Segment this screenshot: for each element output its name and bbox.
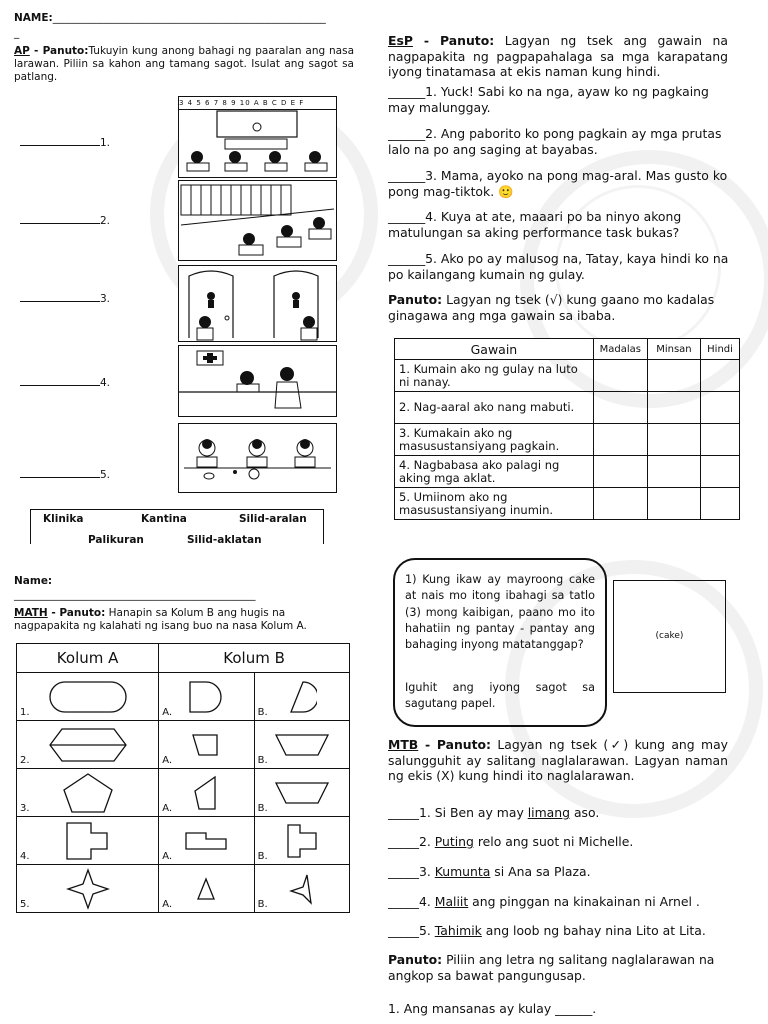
table-row [17, 817, 350, 865]
gawain-cell: 5. Umiinom ako ng masusustansiyang inumin. [395, 488, 594, 520]
check-cell[interactable] [701, 424, 740, 456]
mtb-instruction2-text: Piliin ang letra ng salitang naglalarawan na angkop sa bawat pangungusap. [388, 952, 715, 983]
choice-kantina: Kantina [141, 513, 187, 525]
stadium-shape [48, 680, 128, 714]
item-number: 1. [100, 137, 111, 149]
answer-blank[interactable]: _____ [388, 864, 419, 879]
esp-item-text: 4. Kuya at ate, maaari po ba ninyo akong matulungan sa aking performance task bukas? [388, 209, 682, 240]
ap-panuto-label: Panuto: [42, 45, 89, 57]
mtb-item-2 [388, 834, 633, 850]
table-header-row [17, 644, 350, 673]
name-line-end: _ [14, 27, 20, 39]
math-instructions [14, 607, 344, 633]
mtb-item-6: 1. Ang mansanas ay kulay ______. [388, 1001, 597, 1016]
table-row [395, 392, 740, 424]
esp-item-text: 2. Ang paborito ko pong pagkain ay mga prutas lalo na po ang saging at bayabas. [388, 126, 722, 157]
table-row [17, 721, 350, 769]
header-kolum-b: Kolum B [159, 644, 350, 673]
item-number: 2. [418, 834, 435, 849]
name-line[interactable]: ____________________________________________________ [52, 12, 326, 24]
mtb-item-4 [388, 894, 700, 910]
esp-instructions-2 [388, 292, 733, 323]
library-drawing [179, 181, 336, 260]
ap-subject: AP [14, 45, 30, 57]
option-label: A. [162, 899, 173, 910]
gawain-cell: 2. Nag-aaral ako nang mabuti. [395, 392, 594, 424]
trapezoid-shape [274, 781, 330, 805]
option-label: B. [257, 851, 268, 862]
answer-blank[interactable]: _____ [388, 894, 419, 909]
item-number: 3. [100, 293, 111, 305]
check-cell[interactable] [593, 456, 647, 488]
ap-answer-4[interactable] [20, 377, 110, 390]
mtb-item-5 [388, 923, 706, 939]
math-name-line[interactable]: ______________________________________________ [14, 589, 256, 601]
option-label: B. [257, 755, 268, 766]
item-text: aso. [570, 805, 600, 820]
mtb-panuto2-label: Panuto: [388, 952, 443, 967]
gawain-cell: 1. Kumain ako ng gulay na luto ni nanay. [395, 360, 594, 392]
ap-answer-5[interactable] [20, 469, 110, 482]
clinic-picture [178, 345, 337, 417]
math-instruction-text: Hanapin sa Kolum B ang hugis na nagpapakita ng kalahati ng isang buo na nasa Kolum A. [14, 607, 307, 632]
table-row [17, 769, 350, 817]
alphabet-strip: 3 4 5 6 7 8 9 10 A B C D E F [179, 97, 336, 110]
math-subject: MATH [14, 607, 48, 619]
kolum-a-cell [17, 673, 159, 721]
star-shape [66, 868, 110, 910]
classroom-picture [178, 96, 337, 178]
option-b-cell[interactable] [254, 865, 349, 913]
underlined-word: Kumunta [434, 864, 491, 879]
curved-shape [287, 680, 317, 714]
triangle-shape [196, 877, 216, 901]
check-cell[interactable] [701, 488, 740, 520]
item-text: ang loob ng bahay nina Lito at Lita. [481, 923, 706, 938]
option-label: A. [162, 755, 173, 766]
kolum-a-cell [17, 721, 159, 769]
choice-palikuran: Palikuran [88, 534, 144, 546]
table-row [395, 360, 740, 392]
check-cell[interactable] [647, 456, 700, 488]
choice-silid-aklatan: Silid-aklatan [187, 534, 262, 546]
esp-item-4 [388, 209, 733, 240]
option-a-cell[interactable] [159, 817, 254, 865]
header-madalas: Madalas [593, 339, 647, 360]
esp-instructions [388, 33, 728, 80]
answer-blank[interactable]: _____ [388, 923, 419, 938]
mtb-instructions-2 [388, 952, 733, 983]
table-row [395, 424, 740, 456]
underlined-word: Tahimik [434, 923, 482, 938]
canteen-picture [178, 423, 337, 493]
cake-question-text: 1) Kung ikaw ay mayroong cake at nais mo itong ibahagi sa tatlo (3) mong kaibigan, paano mo ito hahatiin ng pantay - pantay ang bahaging inyong matatanggap? [405, 573, 595, 652]
answer-blank[interactable]: ______ [388, 168, 426, 183]
row-number: 5. [20, 899, 30, 910]
hexagon-shape [48, 727, 128, 763]
ap-name-row [14, 12, 326, 25]
ap-dash: - [29, 45, 43, 57]
row-number: 4. [20, 851, 30, 862]
cake-box-label: (cake) [655, 631, 684, 641]
choice-klinika: Klinika [43, 513, 84, 525]
item-text: si Ana sa Plaza. [490, 864, 591, 879]
answer-blank[interactable]: ______ [388, 126, 426, 141]
option-a-cell[interactable] [159, 769, 254, 817]
trapezoid-shape [274, 733, 330, 757]
math-dash: - [47, 607, 60, 619]
check-cell[interactable] [647, 392, 700, 424]
check-cell[interactable] [701, 456, 740, 488]
ap-answer-1[interactable] [20, 137, 110, 150]
table-row [17, 865, 350, 913]
item-number: 3. [418, 864, 435, 879]
kolum-a-cell [17, 817, 159, 865]
half-cross-shape [286, 823, 318, 859]
table-header-row [395, 339, 740, 360]
restroom-picture [178, 265, 337, 342]
check-cell[interactable] [647, 360, 700, 392]
check-cell[interactable] [593, 488, 647, 520]
library-picture [178, 180, 337, 261]
esp-instruction-text: Lagyan ng tsek ang gawain na nagpapakita ng pagpapahalaga sa mga karapatang iyong tinatamasa at ekis naman kung hindi. [388, 33, 728, 79]
item-number: 4. [100, 377, 111, 389]
math-panuto-label: Panuto: [59, 607, 106, 619]
cake-question-box [393, 558, 607, 727]
underlined-word: Maliit [434, 894, 469, 909]
answer-blank[interactable]: _____ [388, 834, 419, 849]
kolum-a-cell [17, 769, 159, 817]
half-cross-shape [184, 831, 228, 851]
gawain-cell: 3. Kumakain ako ng masusustansiyang pagkain. [395, 424, 594, 456]
option-a-cell[interactable] [159, 673, 254, 721]
underlined-word: limang [527, 805, 570, 820]
math-name-label: Name: [14, 575, 53, 587]
option-label: B. [257, 803, 268, 814]
item-number: 2. [100, 215, 111, 227]
check-cell[interactable] [701, 392, 740, 424]
table-row [17, 673, 350, 721]
esp-item-1 [388, 84, 733, 115]
esp-instruction2-text: Lagyan ng tsek (√) kung gaano mo kadalas ginagawa ang mga gawain sa ibaba. [388, 292, 715, 323]
cake-box [613, 580, 726, 693]
answer-blank[interactable]: ______ [388, 251, 426, 266]
esp-panuto-label: Panuto: [440, 33, 495, 48]
table-row [395, 488, 740, 520]
esp-dash: - [412, 33, 441, 48]
ap-answer-3[interactable] [20, 293, 110, 306]
mtb-subject: MTB [388, 737, 419, 752]
row-number: 2. [20, 755, 30, 766]
header-minsan: Minsan [647, 339, 700, 360]
check-cell[interactable] [593, 392, 647, 424]
mtb-instruction-text: Lagyan ng tsek (✓) kung ang may salungguhit ay salitang naglalarawan. Lagyan naman ng ekis (X) kung hindi ito naglalarawan. [388, 737, 728, 783]
row-number: 1. [20, 707, 30, 718]
esp-item-text: 3. Mama, ayoko na pong mag-aral. Mas gusto ko pong mag-tiktok. 🙂 [388, 168, 728, 199]
choice-silid-aralan: Silid-aralan [239, 513, 307, 525]
check-cell[interactable] [593, 424, 647, 456]
mtb-item-1 [388, 805, 599, 821]
esp-item-text: 1. Yuck! Sabi ko na nga, ayaw ko ng pagkaing may malunggay. [388, 84, 709, 115]
clinic-drawing [179, 346, 336, 416]
gawain-cell: 4. Nagbabasa ako palagi ng aking mga aklat. [395, 456, 594, 488]
option-b-cell[interactable] [254, 769, 349, 817]
check-cell[interactable] [647, 424, 700, 456]
item-text: ang pinggan na kinakainan ni Arnel . [468, 894, 700, 909]
cake-answer-note: Iguhit ang iyong sagot sa sagutang papel. [405, 681, 595, 711]
name-label: NAME: [14, 12, 53, 24]
esp-item-3 [388, 168, 733, 199]
esp-item-text: 5. Ako po ay malusog na, Tatay, kaya hindi ko na po kailangang kumain ng gulay. [388, 251, 729, 282]
cake-question [405, 572, 595, 653]
ap-instructions [14, 45, 354, 84]
table-row [395, 456, 740, 488]
check-cell[interactable] [647, 488, 700, 520]
classroom-drawing [179, 109, 336, 177]
mtb-instructions [388, 737, 728, 784]
option-label: A. [162, 707, 173, 718]
gawain-table [394, 338, 740, 520]
canteen-drawing [179, 424, 336, 492]
esp-panuto2-label: Panuto: [388, 292, 443, 307]
option-b-cell[interactable] [254, 721, 349, 769]
half-stadium-shape [188, 680, 224, 714]
item-text: relo ang suot ni Michelle. [473, 834, 634, 849]
mtb-dash: - [418, 737, 437, 752]
pentagon-shape [62, 772, 114, 814]
header-gawain: Gawain [395, 339, 594, 360]
option-label: B. [257, 707, 268, 718]
kolum-a-cell [17, 865, 159, 913]
trapezoid-shape [191, 733, 221, 757]
mtb-item-3 [388, 864, 591, 880]
item-number: 5. [418, 923, 435, 938]
answer-blank[interactable]: ______ [388, 84, 426, 99]
answer-blank[interactable]: _____ [388, 805, 419, 820]
option-label: A. [162, 851, 173, 862]
esp-item-5 [388, 251, 733, 282]
ap-instruction-text: Tukuyin kung anong bahagi ng paaralan ang nasa larawan. Piliin sa kahon ang tamang sagot. Isulat ang sagot sa patlang. [14, 45, 355, 83]
item-number: 5. [100, 469, 111, 481]
cross-shape [65, 821, 111, 861]
header-kolum-a: Kolum A [17, 644, 159, 673]
check-cell[interactable] [701, 360, 740, 392]
option-label: A. [162, 803, 173, 814]
kolum-table [16, 643, 350, 913]
option-b-cell[interactable] [254, 673, 349, 721]
option-label: B. [257, 899, 268, 910]
option-b-cell[interactable] [254, 817, 349, 865]
esp-subject: EsP [388, 33, 413, 48]
item-number: 4. [418, 894, 435, 909]
option-a-cell[interactable] [159, 865, 254, 913]
choices-box [30, 509, 324, 544]
check-cell[interactable] [593, 360, 647, 392]
ap-answer-2[interactable] [20, 215, 110, 228]
option-a-cell[interactable] [159, 721, 254, 769]
esp-item-2 [388, 126, 733, 157]
restroom-drawing [179, 266, 336, 341]
mtb-panuto-label: Panuto: [436, 737, 491, 752]
row-number: 3. [20, 803, 30, 814]
item-text: Si Ben ay may [434, 805, 528, 820]
half-star-shape [289, 873, 315, 905]
header-hindi: Hindi [701, 339, 740, 360]
item-number: 1. [418, 805, 435, 820]
underlined-word: Puting [434, 834, 474, 849]
answer-blank[interactable]: ______ [388, 209, 426, 224]
partial-pentagon-shape [193, 775, 219, 811]
